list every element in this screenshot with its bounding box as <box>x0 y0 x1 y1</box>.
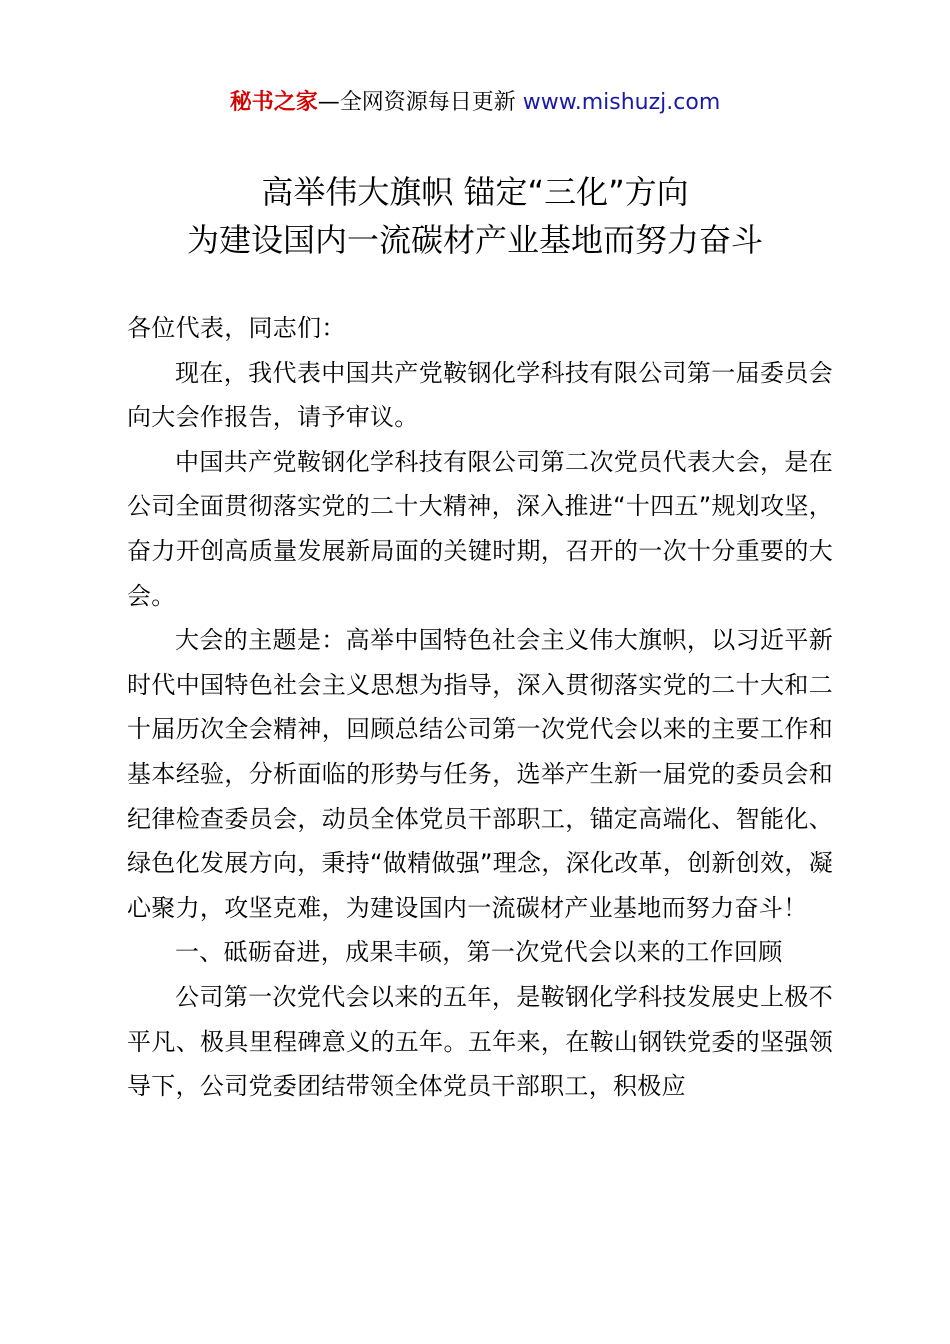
website-link[interactable]: www.mishuzj.com <box>522 90 721 115</box>
paragraph: 中国共产党鞍钢化学科技有限公司第二次党员代表大会，是在公司全面贯彻落实党的二十大精神，深入推进“十四五”规划攻坚，奋力开创高质量发展新局面的关键时期，召开的一次十分重要的大会。 <box>127 447 833 610</box>
title-line-2: 为建设国内一流碳材产业基地而努力奋斗 <box>186 221 763 259</box>
page-header <box>0 88 950 118</box>
paragraph: 大会的主题是：高举中国特色社会主义伟大旗帜，以习近平新时代中国特色社会主义思想为指导，深入贯彻落实党的二十大和二十届历次全会精神，回顾总结公司第一次党代会以来的主要工作和基本经验，分析面临的形势与任务，选举产生新一届党的委员会和纪律检查委员会，动员全体党员干部职工，锚定高端化、智能化、绿色化发展方向，秉持“做精做强”理念，深化改革，创新创效，凝心聚力，攻坚克难，为建设国内一流碳材产业基地而努力奋斗！ <box>127 626 833 922</box>
title-line-1: 高举伟大旗帜 锚定“三化”方向 <box>261 173 689 211</box>
brand-name: 秘书之家 <box>229 90 318 115</box>
section-heading: 一、砥砺奋进，成果丰硕，第一次党代会以来的工作回顾 <box>175 938 783 967</box>
paragraph: 现在，我代表中国共产党鞍钢化学科技有限公司第一届委员会向大会作报告，请予审议。 <box>127 358 833 432</box>
header-slogan: —全网资源每日更新 <box>317 90 523 115</box>
salutation: 各位代表，同志们： <box>127 314 346 342</box>
document-body <box>127 306 833 1109</box>
paragraph: 公司第一次党代会以来的五年，是鞍钢化学科技发展史上极不平凡、极具里程碑意义的五年。五年来，在鞍山钢铁党委的坚强领导下，公司党委团结带领全体党员干部职工，积极应 <box>127 982 833 1101</box>
document-title <box>0 168 950 264</box>
